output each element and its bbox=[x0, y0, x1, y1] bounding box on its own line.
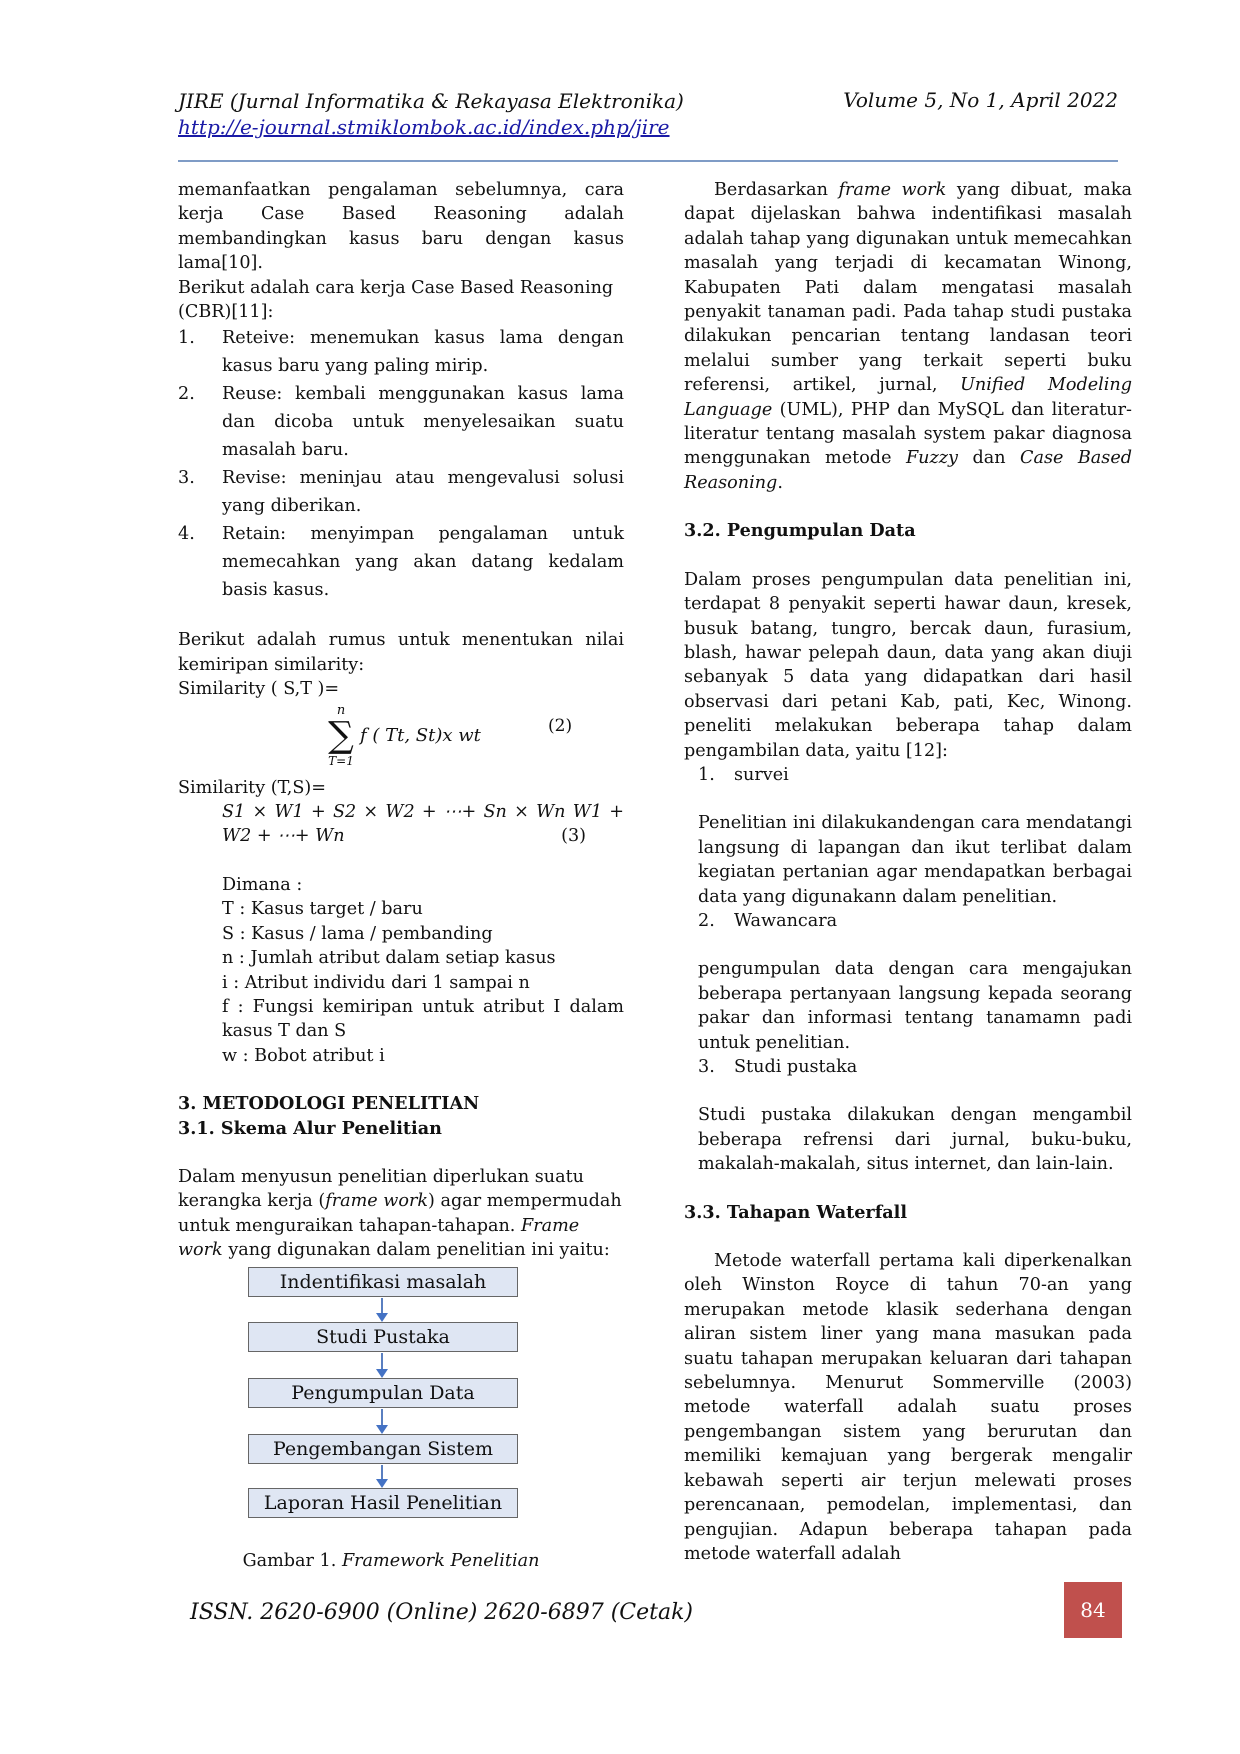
equation-2 bbox=[178, 704, 624, 774]
equation-3: S1 × W1 + S2 × W2 + ⋯+ Sn × Wn W1 + W2 + ⋯+ Wn (3) bbox=[178, 800, 624, 849]
list-item: 1. survei bbox=[698, 764, 789, 785]
paragraph: Dalam proses pengumpulan data penelitian ini, terdapat 8 penyakit seperti hawar daun, kresek, busuk batang, tungro, bercak daun, furasium, blash, hawar pelepah daun, data yang akan diuji sebanyak 5 data yang didapatkan dari hasil observasi dari petani Kab, pati, Kec, Winong. peneliti melakukan beberapa tahap dalam pengambilan data, yaitu [12]: bbox=[684, 569, 1132, 761]
journal-title: JIRE (Jurnal Informatika & Rekayasa Elektronika) bbox=[178, 89, 684, 113]
issn-footer: ISSN. 2620-6900 (Online) 2620-6897 (Cetak) bbox=[190, 1600, 694, 1625]
equation-number: (2) bbox=[548, 715, 573, 736]
flow-box: Pengumpulan Data bbox=[248, 1378, 518, 1408]
subsection-heading: 3.2. Pengumpulan Data bbox=[684, 520, 916, 542]
left-column bbox=[178, 178, 624, 1573]
right-column bbox=[684, 178, 1132, 1566]
paragraph: Berikut adalah cara kerja Case Based Reasoning (CBR)[11]: bbox=[178, 277, 614, 323]
definition: n : Jumlah atribut dalam setiap kasus bbox=[222, 948, 556, 969]
flow-box: Pengembangan Sistem bbox=[248, 1434, 518, 1464]
paragraph: Penelitian ini dilakukandengan cara mendatangi langsung di lapangan dan ikut terlibat dalam kegiatan pertanian agar mendapatkan berbagai data yang digunakann dalam penelitian. bbox=[698, 813, 1132, 907]
subsection-heading: 3.3. Tahapan Waterfall bbox=[684, 1201, 908, 1223]
paragraph: Metode waterfall pertama kali diperkenalkan oleh Winston Royce di tahun 70-an yang merupakan metode klasik sederhana dengan aliran sistem liner yang mana masukan pada suatu tahapan merupakan keluaran dari tahapan sebelumnya. Menurut Sommerville (2003) metode waterfall adalah suatu proses pengembangan sistem yang berurutan dan memiliki kemajuan yang bergerak mengalir kebawah seperti air terjun melewati proses perencanaan, pemodelan, implementasi, dan pengujian. Adapun beberapa tahapan pada metode waterfall adalah bbox=[684, 1251, 1132, 1564]
summation: n ∑ T=1 bbox=[328, 702, 354, 768]
header-divider bbox=[178, 160, 1118, 162]
section-heading: 3. METODOLOGI PENELITIAN bbox=[178, 1093, 480, 1115]
list-item: 3. Revise: meninjau atau mengevalusi solusi yang diberikan. bbox=[178, 468, 624, 517]
paragraph: Studi pustaka dilakukan dengan mengambil beberapa refrensi dari jurnal, buku-buku, makalah-makalah, situs internet, dan lain-lain. bbox=[698, 1105, 1132, 1175]
figure-caption: Gambar 1. Framework Penelitian bbox=[242, 1550, 540, 1571]
data-collection-list bbox=[684, 763, 1132, 787]
list-item: 3. Studi pustaka bbox=[698, 1057, 858, 1077]
subsection-heading: 3.1. Skema Alur Penelitian bbox=[178, 1117, 442, 1139]
variable-definitions: Dimana : T : Kasus target / baru S : Kasus / lama / pembanding n : Jumlah atribut dalam setiap kasus i : Atribut individu dari 1 sampai n f : Fungsi kemiripan untuk atribut I dalam kasus T dan S w : Bobot atribut i bbox=[178, 873, 624, 1068]
flow-arrow bbox=[381, 1353, 383, 1370]
definition: S : Kasus / lama / pembanding bbox=[222, 923, 493, 944]
page-number: 84 bbox=[1064, 1582, 1122, 1638]
definition: w : Bobot atribut i bbox=[222, 1045, 385, 1066]
journal-url-link[interactable]: http://e-journal.stmiklombok.ac.id/index.php/jire bbox=[178, 115, 670, 139]
equation-expression: f ( Tt, St)x wt bbox=[360, 724, 481, 746]
list-item: 2. Reuse: kembali menggunakan kasus lama dan dicoba untuk menyelesaikan suatu masalah baru. bbox=[178, 384, 624, 461]
flow-box: Laporan Hasil Penelitian bbox=[248, 1488, 518, 1518]
framework-flowchart bbox=[178, 1267, 624, 1537]
similarity-label: Similarity ( S,T )= bbox=[178, 679, 340, 700]
flow-box: Indentifikasi masalah bbox=[248, 1267, 518, 1297]
paragraph: pengumpulan data dengan cara mengajukan beberapa pertanyaan langsung kepada seorang pakar dan informasi tentang tanamamn padi untuk penelitian. bbox=[698, 959, 1132, 1053]
flow-arrow bbox=[381, 1409, 383, 1426]
volume-info: Volume 5, No 1, April 2022 bbox=[843, 88, 1118, 112]
paragraph: Berdasarkan frame work yang dibuat, maka dapat dijelaskan bahwa indentifikasi masalah adalah tahap yang digunakan untuk memecahkan masalah yang terjadi di kecamatan Winong, Kabupaten Pati dalam mengatasi masalah penyakit tanaman padi. Pada tahap studi pustaka dilakukan pencarian tentang landasan teori melalui sumber yang terkait seperti buku referensi, artikel, jurnal, Unified Modeling Language (UML), PHP dan MySQL dan literatur-literatur tentang masalah system pakar diagnosa menggunakan metode Fuzzy dan Case Based Reasoning. bbox=[684, 180, 1132, 493]
list-item: 4. Retain: menyimpan pengalaman untuk memecahkan yang akan datang kedalam basis kasus. bbox=[178, 524, 624, 601]
paragraph: Dalam menyusun penelitian diperlukan suatu kerangka kerja (frame work) agar mempermudah untuk menguraikan tahapan-tahapan. Frame work yang digunakan dalam penelitian ini yaitu: bbox=[178, 1166, 622, 1261]
list-item: 1. Reteive: menemukan kasus lama dengan kasus baru yang paling mirip. bbox=[178, 328, 624, 377]
flow-arrow bbox=[381, 1465, 383, 1480]
definition: f : Fungsi kemiripan untuk atribut I dalam kasus T dan S bbox=[222, 996, 624, 1042]
definition: i : Atribut individu dari 1 sampai n bbox=[222, 972, 530, 993]
flow-box: Studi Pustaka bbox=[248, 1322, 518, 1352]
definition: T : Kasus target / baru bbox=[222, 899, 423, 920]
equation-number: (3) bbox=[561, 826, 586, 847]
list-item: 2. Wawancara bbox=[698, 910, 838, 931]
running-header bbox=[178, 88, 684, 140]
paragraph: memanfaatkan pengalaman sebelumnya, cara kerja Case Based Reasoning adalah membandingkan kasus baru dengan kasus lama[10]. bbox=[178, 180, 624, 274]
paragraph: Berikut adalah rumus untuk menentukan nilai kemiripan similarity: bbox=[178, 630, 624, 675]
flow-arrow bbox=[381, 1298, 383, 1314]
cbr-steps-list bbox=[178, 324, 624, 604]
similarity-label: Similarity (T,S)= bbox=[178, 777, 327, 798]
